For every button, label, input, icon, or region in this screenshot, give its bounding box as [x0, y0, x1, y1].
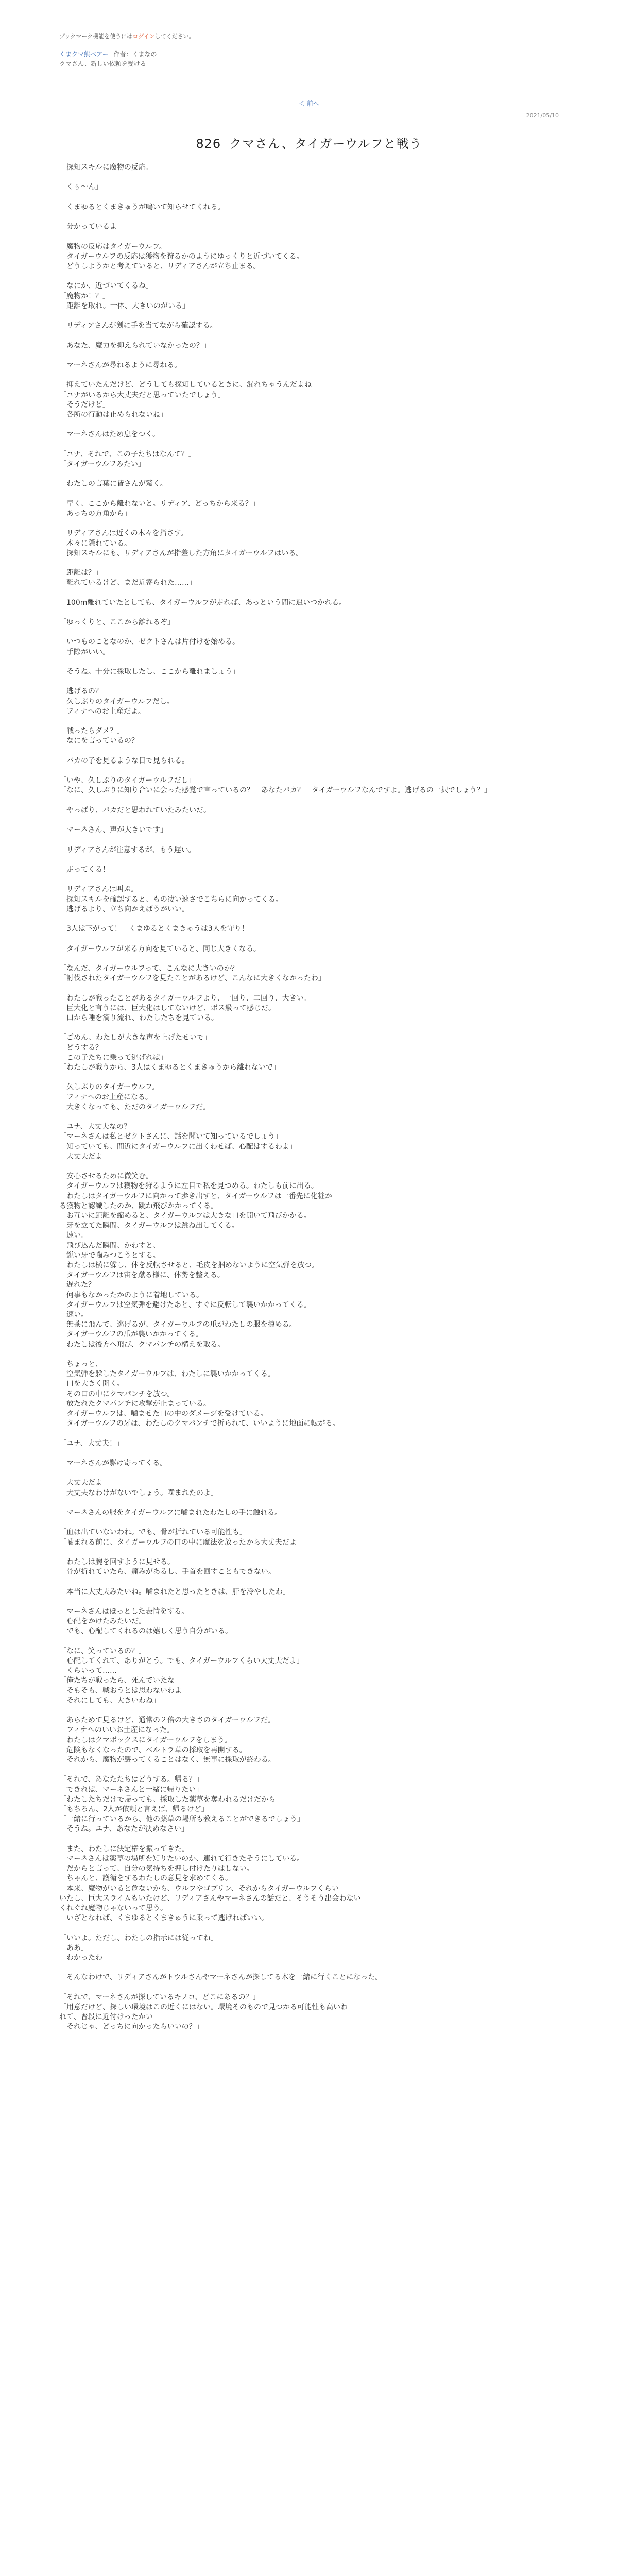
paragraph: 「3人は下がって！ くまゆるとくまきゅうは3人を守り！」 — [59, 925, 256, 934]
paragraph: お互いに距離を縮めると、タイガーウルフは大きな口を開いて飛びかかる。 — [59, 1211, 311, 1220]
paragraph: 「マーネさんは私とゼクトさんに、話を聞いて知っているでしょう」 — [59, 1132, 283, 1141]
chapter-nav — [59, 99, 559, 108]
blank-line — [59, 796, 559, 806]
paragraph: 何事もなかったかのように着地している。 — [59, 1291, 203, 1299]
chapter-number: 826 — [196, 137, 221, 151]
blank-line — [59, 489, 559, 499]
paragraph: 「走ってくる！」 — [59, 866, 117, 874]
paragraph: 牙を立てた瞬間、タイガーウルフは跳ね出してくる。 — [59, 1222, 239, 1230]
blank-line — [59, 1162, 559, 1172]
paragraph: 「討伐されたタイガーウルフを見たことがあるけど、こんなに大きくなかったわ」 — [59, 974, 325, 983]
paragraph: 「魔物か！？」 — [59, 292, 110, 300]
blank-line — [59, 1835, 559, 1844]
paragraph: 「それじゃ、どっちに向かったらいいの？」 — [59, 2023, 203, 2031]
paragraph: 「抑えていたんだけど、どうしても探知しているときに、漏れちゃうんだよね」 — [59, 381, 319, 389]
paragraph: 「そうだけど」 — [59, 400, 110, 409]
blank-line — [59, 331, 559, 341]
blank-line — [59, 311, 559, 321]
blank-line — [59, 1765, 559, 1775]
paragraph: タイガーウルフは獲物を狩るように左目で私を見つめる。わたしも前に出る。 — [59, 1182, 318, 1191]
blank-line — [59, 766, 559, 776]
paragraph: わたしは腕を回すように見せる。 — [59, 1557, 175, 1566]
paragraph: 100m離れていたとしても、タイガーウルフが走れば、あっという間に追いつかれる。 — [59, 598, 347, 607]
paragraph: 心配をかけたみたいだ。 — [59, 1617, 146, 1626]
paragraph: 巨大化と言うには、巨大化はしてないけど、ボス級って感じだ。 — [59, 1004, 276, 1012]
paragraph: バカの子を見るような目で見られる。 — [59, 756, 189, 765]
paragraph: 「できれば、マーネさんと一緒に帰りたい」 — [59, 1785, 203, 1794]
blank-line — [59, 747, 559, 756]
paragraph: やっぱり、バカだと思われていたみたいだ。 — [59, 806, 211, 815]
paragraph: 大きくなっても、ただのタイガーウルフだ。 — [59, 1103, 210, 1111]
paragraph: 「この子たちに乗って逃げれば」 — [59, 1053, 167, 1062]
paragraph: 「なに、笑っているの？」 — [59, 1647, 146, 1655]
paragraph: 飛び込んだ瞬間、かわすと、 — [59, 1241, 160, 1250]
paragraph: 久しぶりのタイガーウルフ。 — [59, 1083, 159, 1092]
paragraph: リディアさんは叫ぶ。 — [59, 885, 138, 894]
paragraph: 「なにを言っているの？」 — [59, 737, 146, 745]
paragraph: くまゆるとくまきゅうが鳴いて知らせてくれる。 — [59, 202, 225, 211]
blank-line — [59, 212, 559, 222]
paragraph: 「ごめん、わたしが大きな声を上げたせいで」 — [59, 1033, 211, 1042]
paragraph: 遅れた？ — [59, 1281, 95, 1290]
prev-chapter-link[interactable]: ＜ 前へ — [299, 100, 319, 107]
paragraph: タイガーウルフの牙は、わたしのクマパンチで折られて、いいように地面に転がる。 — [59, 1419, 340, 1428]
paragraph: マーネさんが駆け寄ってくる。 — [59, 1459, 167, 1467]
paragraph: 「わたしが戦うから、3人はくまゆるとくまきゅうから離れないで」 — [59, 1063, 280, 1072]
paragraph: 「わたしたちだけで帰っても、採取した薬草を奪われるだけだから」 — [59, 1795, 283, 1804]
paragraph: 「本当に大丈夫みたいね。噛まれたと思ったときは、肝を冷やしたわ」 — [59, 1587, 290, 1596]
blank-line — [59, 193, 559, 202]
paragraph: 「なにか、近づいてくるね」 — [59, 282, 153, 291]
paragraph: いざとなれば、くまゆるとくまきゅうに乗って逃げればいい。 — [59, 1914, 268, 1923]
paragraph: 「大丈夫だよ」 — [59, 1152, 110, 1161]
series-subtitle: クマさん、新しい依頼を受ける — [59, 60, 146, 67]
blank-line — [59, 351, 559, 361]
paragraph: その口の中にクマパンチを放つ。 — [59, 1389, 175, 1398]
series-title-link[interactable]: くまクマ熊ベアー — [59, 50, 109, 58]
paragraph: 「心配してくれて、ありがとう。でも、タイガーウルフくらい大丈夫だよ」 — [59, 1656, 304, 1665]
blank-line — [59, 1577, 559, 1587]
paragraph: 「戦ったらダメ？」 — [59, 727, 124, 736]
paragraph: マーネさんはほっとした表情をする。 — [59, 1607, 189, 1616]
paragraph: 「あっちの方角から」 — [59, 509, 131, 518]
paragraph: マーネさんはため息をつく。 — [59, 430, 160, 439]
paragraph: でも、心配してくれるのは嬉しく思う自分がいる。 — [59, 1627, 232, 1636]
notice-pre: ブックマーク機能を使うには — [59, 33, 133, 40]
notice-post: してください。 — [154, 33, 195, 40]
login-notice — [59, 0, 559, 40]
paragraph: 「血は出ていないわね。でも、骨が折れている可能性も」 — [59, 1528, 247, 1537]
blank-line — [59, 816, 559, 825]
paragraph: 逃げるの？ — [59, 687, 102, 696]
paragraph: マーネさんが尋ねるように尋ねる。 — [59, 361, 182, 369]
paragraph: 「あなた、魔力を抑えられていなかったの？」 — [59, 341, 211, 350]
paragraph: わたしの言葉に皆さんが驚く。 — [59, 480, 167, 488]
paragraph: そんなわけで、リディアさんがトウルさんやマーネさんが探してる木を一緒に行くことになった。 — [59, 1973, 383, 1982]
paragraph: 「どうする？」 — [59, 1043, 110, 1052]
paragraph: 「各所の行動は止められないね」 — [59, 410, 167, 419]
paragraph: 「いいよ。ただし、わたしの指示には従ってね」 — [59, 1934, 218, 1942]
paragraph: 「早く、ここから離れないと。リディア、どっちから来る？」 — [59, 499, 260, 508]
paragraph: 「噛まれる前に、タイガーウルフの口の中に魔法を放ったから大丈夫だよ」 — [59, 1538, 304, 1547]
blank-line — [59, 914, 559, 924]
paragraph: 「ユナ、大丈夫！」 — [59, 1439, 124, 1448]
paragraph: マーネさんの服をタイガーウルフに噛まれたわたしの手に触れる。 — [59, 1508, 282, 1517]
paragraph: 「マーネさん、声が大きいです」 — [59, 826, 168, 835]
paragraph: わたしは後方へ飛び、クマパンチの構えを取る。 — [59, 1340, 225, 1349]
paragraph: 「大丈夫だよ」 — [59, 1479, 110, 1487]
series-info — [59, 49, 559, 68]
paragraph: 久しぶりのタイガーウルフだし。 — [59, 697, 174, 706]
paragraph: 「ユナ、それで、この子たちはなんて？」 — [59, 450, 196, 459]
paragraph: それから、魔物が襲ってくることはなく、無事に採取が終わる。 — [59, 1755, 276, 1764]
paragraph: 骨が折れていたら、痛みがあるし、手首を回すこともできない。 — [59, 1568, 276, 1577]
blank-line — [59, 272, 559, 281]
blank-line — [59, 1350, 559, 1360]
blank-line — [59, 519, 559, 529]
blank-line — [59, 1073, 559, 1082]
paragraph: れて、普段に近付けったかい — [59, 2013, 153, 2022]
paragraph: 「なに、久しぶりに知り合いに会った感覚で言っているの？ あなたバカ？ タイガーウルフなんですよ。逃げるの一択でしょう？」 — [59, 786, 491, 795]
page — [59, 0, 559, 2032]
paragraph: 安心させるために微笑む。 — [59, 1172, 153, 1181]
blank-line — [59, 420, 559, 430]
paragraph: 「ユナ、大丈夫なの？」 — [59, 1123, 139, 1131]
paragraph: どうしようかと考えていると、リディアさんが立ち止まる。 — [59, 262, 261, 270]
publish-date: 2021/05/10 — [526, 112, 559, 119]
blank-line — [59, 558, 559, 568]
author-name[interactable]: 作者：くまなの — [113, 50, 157, 58]
paragraph: 「それで、あなたたちはどうする。帰る？」 — [59, 1775, 203, 1784]
blank-line — [59, 232, 559, 242]
paragraph: 探知スキルに魔物の反応。 — [59, 163, 153, 172]
paragraph: 「くらいって……」 — [59, 1667, 124, 1675]
paragraph: 「俺たちが戦ったら、死んでいたな」 — [59, 1676, 182, 1685]
paragraph: わたしはクマボックスにタイガーウルフをしまう。 — [59, 1736, 232, 1744]
blank-line — [59, 1468, 559, 1478]
blank-line — [59, 608, 559, 618]
paragraph: 空気弾を躱したタイガーウルフは、わたしに襲いかかってくる。 — [59, 1370, 275, 1379]
blank-line — [59, 1548, 559, 1557]
paragraph: る獲物と認識したのか、跳ね飛びかかってくる。 — [59, 1201, 218, 1210]
paragraph: わたしはタイガーウルフに向かって歩き出すと、タイガーウルフは一番先に化粧か — [59, 1192, 332, 1200]
paragraph: 「距離は？」 — [59, 569, 102, 578]
paragraph: タイガーウルフは宙を蹴る様に、体勢を整える。 — [59, 1271, 225, 1280]
paragraph: 魔物の反応はタイガーウルフ。 — [59, 242, 166, 251]
blank-line — [59, 1983, 559, 1993]
paragraph: 「そうね。十分に採取したし、ここから離れましょう」 — [59, 668, 239, 676]
paragraph: フィナへのいいお土産になった。 — [59, 1726, 174, 1735]
paragraph: タイガーウルフの爪が襲いかかってくる。 — [59, 1330, 203, 1339]
blank-line — [59, 984, 559, 993]
blank-line — [59, 440, 559, 450]
paragraph: 「距離を取れ。一体、大きいのがいる」 — [59, 301, 190, 310]
paragraph: フィナへのお土産だよ。 — [59, 707, 145, 716]
blank-line — [59, 469, 559, 479]
paragraph: くれぐれ魔物じゃないって思う。 — [59, 1904, 167, 1912]
paragraph: 逃げるより、立ち向かえばうがいい。 — [59, 905, 189, 913]
paragraph: 「ああ」 — [59, 1943, 88, 1952]
paragraph: 「なんだ、タイガーウルフって、こんなに大きいのか？」 — [59, 964, 246, 973]
paragraph: 「もちろん、2人が依頼と言えば、帰るけど」 — [59, 1805, 209, 1814]
blank-line — [59, 1449, 559, 1459]
login-link[interactable]: ログイン — [132, 33, 155, 40]
blank-line — [59, 934, 559, 944]
blank-line — [59, 835, 559, 845]
blank-line — [59, 855, 559, 865]
blank-line — [59, 588, 559, 598]
paragraph: 本来、魔物がいると危ないから、ウルフやゴブリン、それからタイガーウルフくらい — [59, 1884, 339, 1893]
blank-line — [59, 1112, 559, 1122]
paragraph: 「そうね。ユナ、あなたが決めなさい」 — [59, 1825, 189, 1834]
blank-line — [59, 1429, 559, 1438]
blank-line — [59, 1597, 559, 1607]
chapter-body — [59, 163, 559, 2032]
paragraph: 「それで、マーネさんが探しているキノコ、どこにあるの？」 — [59, 1993, 260, 2002]
paragraph: 「分かっているよ」 — [59, 223, 124, 231]
blank-line — [59, 1963, 559, 1973]
paragraph: 「用意だけど、探しい環境はこの近くにはない。環境そのもので見つかる可能性も高いわ — [59, 2003, 348, 2011]
paragraph: リディアさんは近くの木々を指さす。 — [59, 529, 188, 538]
paragraph: 「ゆっくりと、ここから離れるぞ」 — [59, 618, 175, 627]
blank-line — [59, 717, 559, 726]
paragraph: タイガーウルフの反応は獲物を狩るかのようにゆっくりと近づいてくる。 — [59, 252, 304, 261]
chapter-title-text: クマさん、タイガーウルフと戦う — [229, 137, 422, 151]
blank-line — [59, 657, 559, 667]
paragraph: 「ユナがいるから大丈夫だと思っていたでしょう」 — [59, 391, 225, 399]
paragraph: 木々に隠れている。 — [59, 539, 131, 548]
paragraph: 「わかったわ」 — [59, 1953, 110, 1962]
blank-line — [59, 370, 559, 380]
paragraph: また、わたしに決定権を振ってきた。 — [59, 1844, 189, 1853]
blank-line — [59, 1706, 559, 1716]
paragraph: わたしは横に躱し、体を反転させると、毛皮を掴めないように空気弾を放つ。 — [59, 1261, 319, 1269]
paragraph: 速い。 — [59, 1231, 88, 1240]
paragraph: リディアさんが注意するが、もう遅い。 — [59, 845, 196, 854]
paragraph: 「知っていても、間近にタイガーウルフに出くわせば、心配はするわよ」 — [59, 1142, 297, 1151]
paragraph: 「そもそも、戦おうとは思わないわよ」 — [59, 1686, 189, 1695]
paragraph: マーネさんは薬草の場所を知りたいのか、連れて行きたそうにしている。 — [59, 1854, 304, 1863]
blank-line — [59, 677, 559, 687]
paragraph: あらためて見るけど、通常の２倍の大きさのタイガーウルフだ。 — [59, 1716, 275, 1725]
paragraph: 探知スキルを確認すると、もの凄い速さでこちらに向かってくる。 — [59, 895, 283, 904]
blank-line — [59, 173, 559, 182]
paragraph: わたしが戦ったことがあるタイガーウルフより、一回り、二回り、大きい。 — [59, 994, 311, 1003]
blank-line — [59, 1518, 559, 1528]
blank-line — [59, 1637, 559, 1647]
blank-line — [59, 954, 559, 964]
paragraph: 無茶に飛んで、逃げるが、タイガーウルフの爪がわたしの服を掠める。 — [59, 1320, 297, 1329]
chapter-title — [59, 133, 559, 151]
blank-line — [59, 1498, 559, 1508]
paragraph: 探知スキルにも、リディアさんが指差した方角にタイガーウルフはいる。 — [59, 549, 303, 557]
paragraph: 「いや、久しぶりのタイガーウルフだし」 — [59, 776, 196, 785]
paragraph: タイガーウルフは空気弾を避けたあと、すぐに反転して襲いかかってくる。 — [59, 1300, 311, 1309]
paragraph: 「一緒に行っているから、他の薬草の場所も教えることができるでしょう」 — [59, 1815, 304, 1824]
blank-line — [59, 628, 559, 637]
paragraph: 「くぅ～ん」 — [59, 183, 102, 192]
paragraph: 危険もなくなったので、ベルトラ草の採取を再開する。 — [59, 1745, 247, 1754]
paragraph: 「離れているけど、まだ近寄られた……」 — [59, 579, 196, 587]
paragraph: だからと言って、自分の気持ちを押し付けたりはしない。 — [59, 1865, 254, 1873]
paragraph: 「それにしても、大きいわね」 — [59, 1696, 160, 1705]
paragraph: 口を大きく開く。 — [59, 1380, 124, 1388]
paragraph: リディアさんが剣に手を当てながら確認する。 — [59, 321, 217, 330]
paragraph: タイガーウルフが来る方向を見ていると、同じ大きくなる。 — [59, 944, 261, 953]
paragraph: 手際がいい。 — [59, 648, 110, 656]
paragraph: 「大丈夫なわけがないでしょう。噛まれたのよ」 — [59, 1488, 218, 1497]
paragraph: 鋭い牙で噛みつこうとする。 — [59, 1251, 160, 1260]
paragraph: タイガーウルフは、噛ませた口の中のダメージを受けている。 — [59, 1410, 268, 1418]
paragraph: ちゃんと、護衛をするわたしの意見を求めてくる。 — [59, 1874, 232, 1883]
paragraph: いつものことなのか、ゼクトさんは片付けを始める。 — [59, 638, 239, 647]
paragraph: フィナへのお土産になる。 — [59, 1093, 152, 1101]
blank-line — [59, 1023, 559, 1033]
blank-line — [59, 1923, 559, 1933]
paragraph: 口から唾を滴り流れ、わたしたちを見ている。 — [59, 1013, 218, 1022]
paragraph: いたし、巨大スライムもいたけど、リディアさんやマーネさんの話だと、そうそう出会わない — [59, 1894, 361, 1903]
paragraph: 速い。 — [59, 1311, 88, 1319]
paragraph: 「タイガーウルフみたい」 — [59, 460, 145, 468]
paragraph: ちょっと、 — [59, 1360, 102, 1368]
blank-line — [59, 875, 559, 885]
paragraph: 放たれたクマパンチに攻撃が止まっている。 — [59, 1399, 211, 1408]
